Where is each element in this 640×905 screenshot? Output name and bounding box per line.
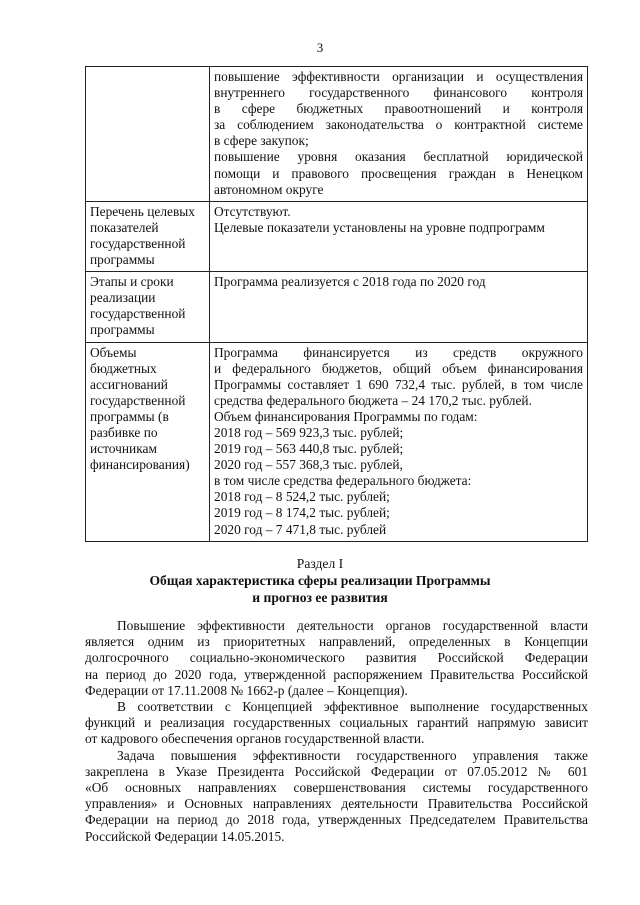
paragraph-line: Российской Федерации 14.05.2015. [85,828,285,844]
row-label-funding [86,342,210,541]
section-number: Раздел I [296,556,344,571]
paragraph-line: Повышение эффективности деятельности органов государственной власти [117,618,588,633]
label-line: Этапы и сроки [90,274,174,290]
value-line: 2019 год – 8 174,2 тыс. рублей; [214,505,390,521]
paragraph-line: функций и реализация государственных социальных гарантий напрямую зависит [85,715,588,731]
value-line: в сфере закупок; [214,133,309,149]
paragraph-line: на период до 2020 года, утвержденной распоряжением Правительства Российской [85,666,588,682]
value-line: средства федерального бюджета – 24 170,2 тыс. рублей. [214,392,532,408]
section-heading [0,555,640,606]
value-line: 2018 год – 569 923,3 тыс. рублей; [214,424,404,440]
value-line: автономном округе [214,181,324,197]
paragraph-line: долгосрочного социально-экономического развития Российской Федерации [85,650,588,666]
label-line: бюджетных [90,360,157,376]
body-text [85,618,588,845]
paragraph-line: закреплена в Указе Президента Российской Федерации от 07.05.2012 № 601 [85,763,588,779]
paragraph-line: Федерации от 17.11.2008 № 1662-р (далее – Концепция). [85,682,408,698]
paragraph-line: Задача повышения эффективности государственного управления также [117,747,588,763]
label-line: Перечень целевых [90,203,195,219]
value-line: Отсутствуют. [214,203,291,219]
value-line: повышение уровня оказания бесплатной юридической [214,149,583,165]
value-line: и федерального бюджетов, общий объем финансирования [214,360,583,376]
value-line: Объем финансирования Программы по годам: [214,408,478,424]
value-line: Целевые показатели установлены на уровне подпрограмм [214,219,545,235]
paragraph-line: «Об основных направлениях совершенствования системы государственного [85,780,588,796]
label-line: ассигнований [90,376,168,392]
value-line: в сфере бюджетных правоотношений и контроля [214,101,583,117]
value-line: 2020 год – 557 368,3 тыс. рублей, [214,457,403,473]
label-line: финансирования) [90,457,190,473]
value-line: в том числе средства федерального бюджета: [214,473,472,489]
paragraph-line: управления» и Основных направлениях деятельности Правительства Российской [85,796,588,812]
value-line: помощи и правового просвещения граждан в Ненецком [214,165,583,181]
paragraph [85,699,588,748]
row-label-indicators [86,201,210,271]
value-line: Программа реализуется с 2018 года по 2020 год [214,274,486,290]
value-line: внутреннего государственного финансового контроля [214,85,583,101]
label-line: реализации [90,290,156,306]
label-line: программы [90,322,155,338]
table-row-stages [86,272,588,342]
row-label-stages [86,272,210,342]
value-line: повышение эффективности организации и осуществления [214,69,583,84]
label-line: источникам [90,441,157,457]
table-row-funding [86,342,588,541]
label-line: программы [90,252,155,268]
program-passport-table [85,66,588,542]
paragraph-line: В соответствии с Концепцией эффективное выполнение государственных [117,699,588,715]
value-line: 2018 год – 8 524,2 тыс. рублей; [214,489,390,505]
label-line: государственной [90,235,186,251]
paragraph-line: Федерации на период до 2018 года, утвержденных Председателем Правительства [85,812,588,828]
label-line: государственной [90,306,186,322]
label-line: Объемы [90,344,137,360]
row-value-stages [210,272,588,342]
value-line: 2019 год – 563 440,8 тыс. рублей; [214,441,404,457]
label-line: государственной [90,392,186,408]
section-title-line-1: Общая характеристика сферы реализации Программы [149,573,491,588]
row-value-funding [210,342,588,541]
paragraph-line: от кадрового обеспечения органов государственной власти. [85,731,425,747]
paragraph [85,618,588,699]
label-line: разбивке по [90,424,158,440]
table-row-goals [86,67,588,202]
section-title-line-2: и прогноз ее развития [252,590,388,605]
page-number: 3 [316,40,324,55]
row-label-goals [86,67,210,202]
row-value-goals [210,67,588,202]
value-line: за соблюдением законодательства о контрактной системе [214,117,583,133]
value-line: Программа финансируется из средств окружного [214,344,583,360]
table-row-indicators [86,201,588,271]
row-value-indicators [210,201,588,271]
value-line: 2020 год – 7 471,8 тыс. рублей [214,521,387,537]
label-line: программы (в [90,408,169,424]
label-line: показателей [90,219,159,235]
paragraph [85,748,588,845]
paragraph-line: является одним из приоритетных направлений, определенных в Концепции [85,634,588,650]
value-line: Программы составляет 1 690 732,4 тыс. рублей, в том числе [214,376,583,392]
